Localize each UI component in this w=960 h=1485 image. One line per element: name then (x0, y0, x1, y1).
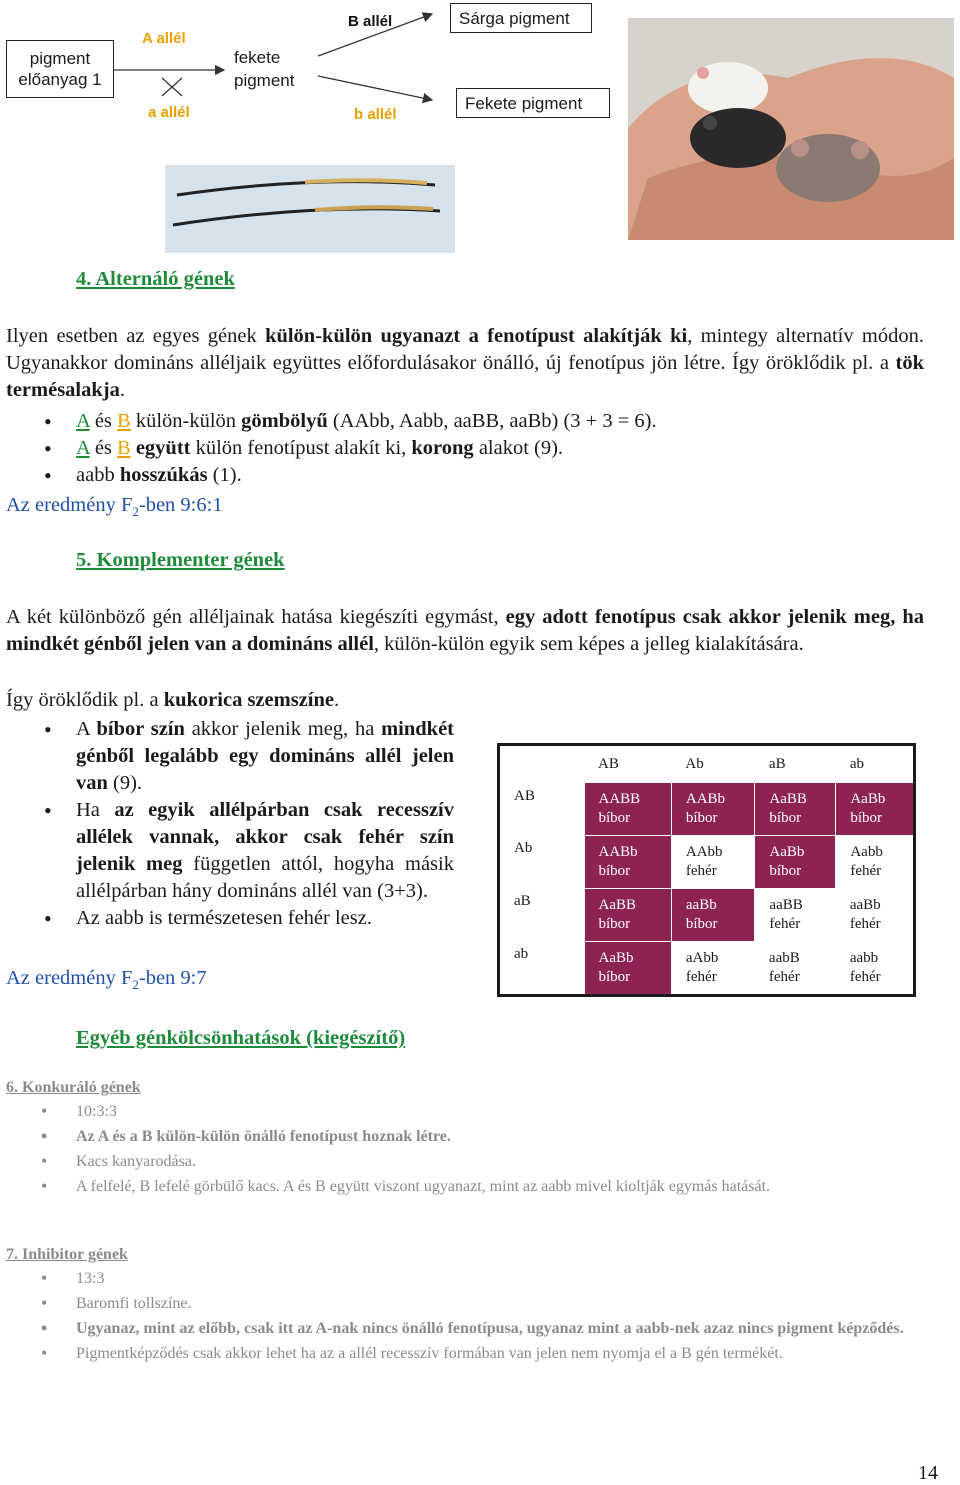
punnett-cell (671, 783, 755, 836)
alt-b3-t2: hosszúkás (119, 464, 208, 486)
competing-item: • Kacs kanyarodása. (6, 1151, 936, 1172)
punnett-col-header: ab (836, 745, 915, 783)
genotype: AABB (598, 790, 641, 807)
phenotype: bíbor (598, 862, 631, 879)
punnett-cell (755, 888, 836, 941)
genotype: aabB (768, 949, 800, 966)
phenotype: fehér (850, 863, 882, 880)
phenotype: bíbor (769, 809, 802, 826)
punnett-cell (755, 783, 836, 836)
comp-bullet-purple (6, 716, 454, 797)
alt-bullet-round (6, 408, 906, 435)
alt-b2-and: és (89, 437, 118, 459)
genotype: AABb (685, 790, 726, 807)
punnett-row (499, 941, 915, 995)
phenotype: bíbor (598, 915, 631, 932)
genotype: aaBb (685, 896, 717, 913)
genotype: aaBb (849, 896, 881, 913)
punnett-corner (499, 745, 585, 783)
genotype: Aabb (850, 844, 883, 861)
punnett-row-header: ab (499, 941, 585, 995)
alternative-result (6, 494, 223, 520)
complementary-genes-list (6, 716, 454, 932)
competing-genes-title: 6. Konkuráló gének (6, 1079, 141, 1096)
comp-result-a: Az eredmény F (6, 967, 133, 989)
punnett-cell (584, 783, 671, 836)
complementary-genes-heading: 5. Komplementer gének (76, 549, 285, 571)
comp-p2-c: . (333, 689, 340, 711)
comp-b2-t2: az egyik allélpárban csak recesszív allélek vannak, akkor csak fehér szín jelenik meg (76, 799, 455, 875)
comp-p1-c: , külön-külön egyik sem képes a jelleg kialakítására. (373, 633, 804, 655)
genotype: AaBB (769, 790, 807, 807)
competing-item: • Az A és a B külön-külön önálló fenotípust hoznak létre. (6, 1126, 936, 1147)
punnett-row (499, 888, 915, 941)
alt-b3-t3: (1). (207, 464, 242, 486)
competing-item: • A felfelé, B lefelé görbülő kacs. A és B együtt viszont ugyanazt, mint az aabb mivel kioltják egymás hatását. (6, 1176, 936, 1197)
complementary-result (6, 967, 207, 993)
punnett-cell (584, 835, 671, 888)
alt-b2-t2: külön fenotípust alakít ki, (190, 437, 412, 459)
comp-p1-a: A két különböző gén alléljainak hatása kiegészíti egymást, (6, 606, 506, 628)
punnett-cell (836, 783, 915, 836)
phenotype: bíbor (850, 809, 883, 826)
punnett-header-row (499, 745, 915, 783)
alt-p1-e: . (119, 379, 125, 401)
genotype: aaBB (769, 897, 803, 914)
phenotype: fehér (849, 915, 881, 932)
comp-b1-t1: A (76, 718, 97, 740)
comp-b2-t3: független attól, hogyha másik allélpárban hány domináns allél van (3+3). (76, 853, 454, 902)
genotype: AaBb (850, 790, 886, 807)
alternative-genes-list (6, 408, 906, 489)
punnett-cell (671, 835, 755, 888)
phenotype: bíbor (598, 968, 631, 985)
comp-b1-t4: mindkét génből legalább egy domináns allél jelen van (76, 718, 454, 794)
genotype: AABb (598, 843, 638, 860)
phenotype: fehér (768, 968, 800, 985)
punnett-square (497, 743, 916, 997)
phenotype: bíbor (685, 915, 718, 932)
comp-bullet-white (6, 797, 454, 905)
phenotype: fehér (685, 862, 717, 879)
inhibitor-item: • Ugyanaz, mint az előbb, csak itt az A-nak nincs önálló fenotípusa, ugyanaz mint a aabb-nek azaz nincs pigment képződés. (6, 1318, 936, 1339)
alt-b1-t1: külön-külön (130, 410, 242, 432)
genotype: AaBb (598, 949, 634, 966)
alt-b2-t4: alakot (9). (473, 437, 564, 459)
yellow-pigment-box: Sárga pigment (450, 3, 592, 33)
comp-b3-t1: Az aabb is természetesen fehér lesz. (76, 907, 372, 929)
alternative-genes-paragraph (6, 323, 924, 404)
competing-genes-section (6, 1077, 936, 1197)
genotype: AaBb (769, 843, 805, 860)
genotype: aabb (849, 949, 879, 966)
comp-b2-t1: Ha (76, 799, 115, 821)
comp-p1-b: egy adott fenotípus csak akkor jelenik meg, ha mindkét génből jelen van a domináns allél (6, 606, 925, 655)
inhibitor-item: • Baromfi tollszíne. (6, 1293, 936, 1314)
hair-photo (165, 165, 455, 253)
comp-bullet-aabb (6, 905, 454, 932)
genotype: aAbb (685, 949, 719, 966)
comp-p2-a: Így öröklődik pl. a (6, 689, 164, 711)
alt-p1-a: Ilyen esetben az egyes gének (6, 325, 266, 347)
genotype: AaBB (598, 896, 636, 913)
mice-in-hands-photo (628, 18, 954, 240)
alt-b1-B: B (117, 410, 131, 432)
punnett-row (499, 783, 915, 836)
punnett-row (499, 835, 915, 888)
genotype: AAbb (685, 843, 723, 860)
punnett-row-header: AB (499, 783, 585, 836)
allele-A-label: A allél (142, 30, 186, 47)
punnett-cell (836, 888, 915, 941)
comp-result-b: -ben 9:7 (138, 967, 207, 989)
punnett-cell (755, 941, 836, 995)
alt-b2-t1: együtt (130, 437, 191, 459)
alt-p1-d: tök termésalakja (6, 352, 924, 401)
comp-p2-b: kukorica szemszíne (163, 689, 334, 711)
complementary-example (6, 689, 339, 712)
phenotype: bíbor (598, 809, 631, 826)
punnett-cell (755, 835, 836, 888)
alt-p1-b: külön-külön ugyanazt a fenotípust alakítják ki (265, 325, 688, 347)
punnett-row-header: Ab (499, 835, 585, 888)
page-number: 14 (918, 1462, 938, 1484)
precursor-line-1: pigment (29, 49, 91, 68)
punnett-cell (836, 941, 915, 995)
punnett-col-header: aB (755, 745, 836, 783)
comp-b1-t2: bíbor szín (96, 718, 185, 740)
phenotype: fehér (769, 916, 801, 933)
inhibitor-genes-title: 7. Inhibitor gének (6, 1246, 128, 1263)
phenotype: bíbor (685, 809, 718, 826)
alt-b1-A: A (76, 410, 90, 432)
alt-b2-A: A (76, 437, 90, 459)
punnett-cell (584, 888, 671, 941)
alt-result-a: Az eredmény F (6, 494, 133, 516)
alt-result-sub: 2 (132, 504, 139, 520)
comp-b1-t3: akkor jelenik meg, ha (184, 718, 382, 740)
inhibitor-item: • 13:3 (6, 1268, 936, 1289)
allele-b-label: b allél (354, 106, 397, 123)
black-pigment-label (234, 46, 294, 92)
alt-b2-t3: korong (411, 437, 474, 459)
punnett-col-header: AB (584, 745, 671, 783)
alt-b2-B: B (117, 437, 131, 459)
alt-result-b: -ben 9:6:1 (138, 494, 223, 516)
punnett-row-header: aB (499, 888, 585, 941)
alternative-genes-heading: 4. Alternáló gének (76, 268, 235, 290)
precursor-line-2: előanyag 1 (18, 70, 102, 89)
alt-p1-c: , mintegy alternatív módon. Ugyanakkor domináns alléljaik együttes előfordulásakor önálló, új fenotípus jön létre. Így öröklődik pl. a (6, 325, 924, 374)
alt-b3-t1: aabb (76, 464, 120, 486)
phenotype: bíbor (769, 862, 802, 879)
punnett-col-header: Ab (671, 745, 755, 783)
inhibitor-genes-section (6, 1244, 936, 1364)
alt-b1-t2: gömbölyű (241, 410, 328, 432)
punnett-cell (671, 941, 755, 995)
black-pigment-line-1: fekete (234, 48, 281, 67)
punnett-cell (584, 941, 671, 995)
punnett-cell (671, 888, 755, 941)
inhibitor-item: • Pigmentképződés csak akkor lehet ha az a allél recesszív formában van jelen nem nyomja el a B gén termékét. (6, 1343, 936, 1364)
black-pigment-line-2: pigment (234, 71, 295, 90)
competing-item: • 10:3:3 (6, 1101, 936, 1122)
punnett-cell (836, 835, 915, 888)
allele-B-label: B allél (348, 13, 393, 30)
phenotype: fehér (849, 968, 881, 985)
phenotype: fehér (685, 968, 717, 985)
allele-a-label: a allél (148, 104, 190, 121)
alt-bullet-elongated (6, 462, 906, 489)
complementary-genes-paragraph (6, 604, 924, 658)
other-interactions-heading: Egyéb génkölcsönhatások (kiegészítő) (76, 1027, 406, 1049)
black-pigment-box: Fekete pigment (456, 88, 610, 118)
comp-b1-t5: (9). (107, 772, 143, 794)
alt-b1-t3: (AAbb, Aabb, aaBB, aaBb) (3 + 3 = 6). (327, 410, 657, 432)
alt-bullet-disc (6, 435, 906, 462)
comp-result-sub: 2 (132, 977, 139, 993)
alt-b1-and: és (89, 410, 118, 432)
